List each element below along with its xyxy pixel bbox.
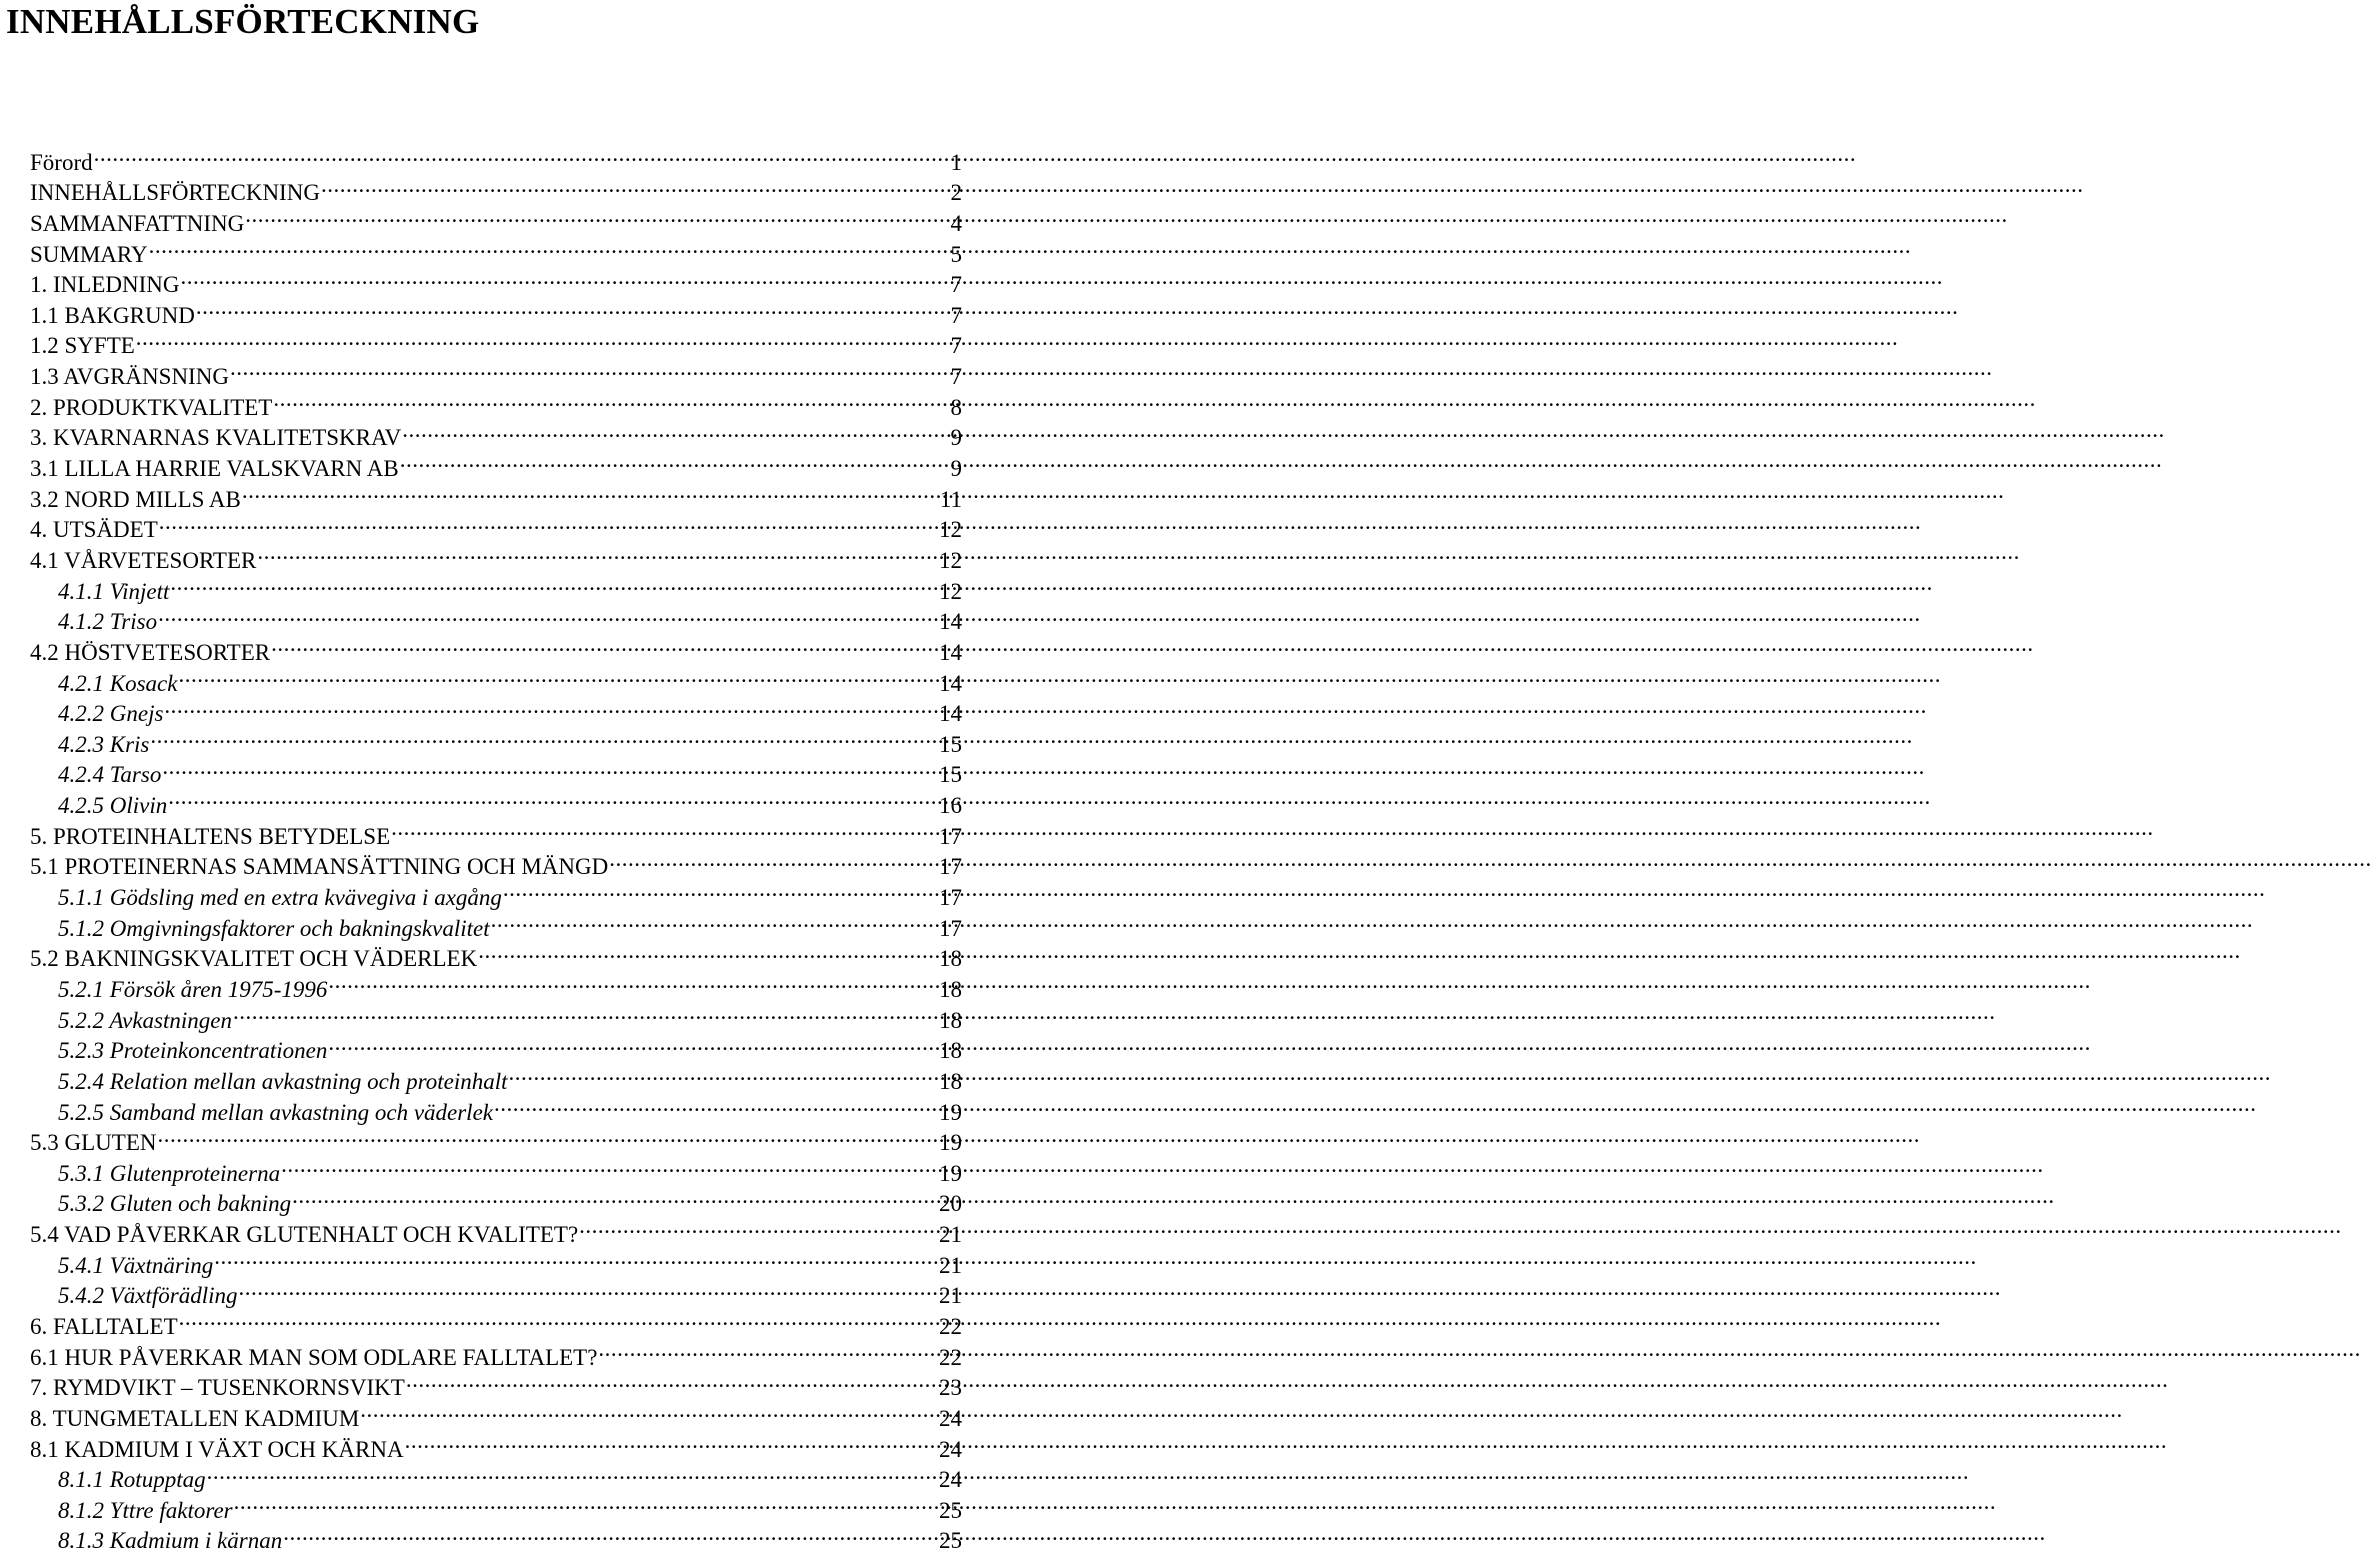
toc-entry-page-number: 7 [950, 302, 962, 328]
toc-dot-leader [136, 323, 950, 354]
toc-entry-title: 5.1.2 Omgivningsfaktorer och bakningskvalitet [58, 915, 490, 941]
toc-dot-leader [503, 874, 938, 905]
toc-entry-page-number: 25 [939, 1528, 962, 1554]
toc-entry-title: 5.3 GLUTEN [30, 1130, 157, 1156]
toc-entry-title: SAMMANFATTNING [30, 210, 245, 236]
toc-entry-title: 3.2 NORD MILLS AB [30, 486, 241, 512]
toc-entry-page-number: 17 [939, 854, 962, 880]
toc-entry-title: 5.2.3 Proteinkoncentrationen [58, 1038, 328, 1064]
toc-entry-page-number: 21 [939, 1283, 962, 1309]
toc-dot-leader [579, 1211, 938, 1242]
toc-entry-title: 8.1 KADMIUM I VÄXT OCH KÄRNA [30, 1436, 404, 1462]
toc-entry-title: 5.4 VAD PÅVERKAR GLUTENHALT OCH KVALITET? [30, 1222, 579, 1248]
toc-dot-leader [328, 1028, 938, 1059]
toc-entry-page-number: 25 [939, 1497, 962, 1523]
toc-entry-title: 5.3.1 Glutenproteinerna [58, 1160, 281, 1186]
toc-entry[interactable] [30, 782, 962, 819]
toc-entry-title: 5.3.2 Gluten och bakning [58, 1191, 292, 1217]
toc-dot-leader [283, 1518, 938, 1549]
toc-entry-title: INNEHÅLLSFÖRTECKNING [30, 180, 320, 206]
toc-entry-page-number: 21 [939, 1222, 962, 1248]
toc-dot-leader [391, 813, 938, 844]
toc-entry-title: 8. TUNGMETALLEN KADMIUM [30, 1405, 360, 1431]
toc-entry-page-number: 14 [939, 639, 962, 665]
toc-dot-leader [281, 1150, 938, 1181]
toc-entry-title: 5. PROTEINHALTENS BETYDELSE [30, 823, 391, 849]
toc-entry-title: 5.2.1 Försök åren 1975-1996 [58, 976, 328, 1002]
toc-entry[interactable] [30, 629, 962, 665]
toc-entry-page-number: 18 [939, 1068, 962, 1094]
toc-entry-page-number: 14 [939, 701, 962, 727]
toc-dot-leader [271, 629, 938, 660]
toc-entry[interactable] [30, 1120, 962, 1156]
toc-dot-leader [273, 384, 949, 415]
toc-entry-title: 5.2.5 Samband mellan avkastning och väderlek [58, 1099, 493, 1125]
toc-dot-leader [257, 537, 938, 568]
toc-entry[interactable] [30, 353, 962, 390]
toc-entry[interactable] [30, 599, 962, 635]
toc-entry[interactable] [30, 1150, 962, 1186]
toc-entry-page-number: 18 [939, 976, 962, 1002]
toc-entry-page-number: 19 [939, 1099, 962, 1125]
toc-dot-leader [233, 997, 938, 1028]
toc-entry-page-number: 11 [939, 486, 962, 512]
toc-dot-leader [158, 599, 938, 630]
toc-entry-title: 6. FALLTALET [30, 1313, 178, 1339]
toc-dot-leader [239, 1273, 938, 1304]
toc-entry-title: 8.1.2 Yttre faktorer [58, 1497, 233, 1523]
toc-dot-leader [360, 1395, 938, 1426]
toc-entry[interactable] [30, 537, 962, 573]
toc-entry[interactable] [30, 323, 962, 359]
toc-entry-page-number: 9 [950, 456, 962, 482]
toc-entry-page-number: 24 [939, 1436, 962, 1462]
toc-dot-leader [494, 1089, 938, 1120]
toc-entry-page-number: 15 [939, 731, 962, 757]
toc-entry-page-number: 19 [939, 1130, 962, 1156]
toc-entry-title: 5.2.2 Avkastningen [58, 1007, 232, 1033]
toc-entry-page-number: 12 [939, 547, 962, 573]
toc-dot-leader [321, 170, 950, 201]
toc-dot-leader [150, 721, 938, 752]
toc-entry-page-number: 7 [950, 272, 962, 298]
toc-entry-title: 1.1 BAKGRUND [30, 302, 195, 328]
toc-entry[interactable] [30, 507, 962, 543]
toc-entry-title: 4.2.2 Gnejs [58, 701, 164, 727]
toc-entry-page-number: 7 [950, 333, 962, 359]
toc-entry-title: 3. KVARNARNAS KVALITETSKRAV [30, 425, 402, 451]
toc-entry-page-number: 18 [939, 946, 962, 972]
toc-entry[interactable] [30, 262, 962, 298]
toc-entry-title: 4.2.5 Olivin [58, 793, 168, 819]
toc-entry-page-number: 9 [950, 425, 962, 451]
toc-entry-title: 5.1.1 Gödsling med en extra kvävegiva i axgång [58, 885, 502, 911]
toc-entry-title: 1.2 SYFTE [30, 333, 135, 359]
toc-entry[interactable] [30, 813, 962, 849]
toc-entry-title: 5.1 PROTEINERNAS SAMMANSÄTTNING OCH MÄNGD [30, 854, 609, 880]
toc-entry-page-number: 12 [939, 517, 962, 543]
toc-entry-title: 5.2 BAKNINGSKVALITET OCH VÄDERLEK [30, 946, 478, 972]
toc-dot-leader [170, 568, 938, 599]
page-heading: INNEHÅLLSFÖRTECKNING [6, 2, 480, 41]
toc-entry-title: 4. UTSÄDET [30, 517, 158, 543]
toc-entry-page-number: 14 [939, 609, 962, 635]
toc-dot-leader [598, 1334, 938, 1365]
toc-entry-page-number: 5 [950, 241, 962, 267]
toc-entry-title: 1.3 AVGRÄNSNING [30, 364, 229, 390]
toc-dot-leader [196, 292, 950, 323]
toc-entry-title: 5.2.4 Relation mellan avkastning och proteinhalt [58, 1068, 508, 1094]
toc-entry-title: 8.1.1 Rotupptag [58, 1467, 206, 1493]
toc-entry-page-number: 2 [950, 180, 962, 206]
toc-entry-title: 4.1 VÅRVETESORTER [30, 547, 257, 573]
toc-dot-leader [245, 200, 949, 231]
toc-entry[interactable] [30, 568, 962, 604]
toc-dot-leader [234, 1487, 938, 1518]
toc-entry-title: SUMMARY [30, 241, 148, 267]
toc-dot-leader [159, 507, 938, 538]
toc-entry-page-number: 1 [950, 149, 962, 175]
toc-entry-page-number: 24 [939, 1467, 962, 1493]
toc-entry-title: 4.2.3 Kris [58, 731, 150, 757]
toc-dot-leader [402, 415, 949, 446]
toc-entry-title: 4.1.2 Triso [58, 609, 158, 635]
toc-dot-leader [180, 262, 949, 293]
toc-entry-page-number: 15 [939, 762, 962, 788]
toc-entry-page-number: 23 [939, 1375, 962, 1401]
toc-dot-leader [292, 1181, 938, 1212]
toc-entry-page-number: 22 [939, 1344, 962, 1370]
toc-entry-page-number: 21 [939, 1252, 962, 1278]
toc-entry-page-number: 17 [939, 885, 962, 911]
toc-entry-page-number: 7 [950, 364, 962, 390]
toc-entry-page-number: 18 [939, 1007, 962, 1033]
toc-entry-title: 8.1.3 Kadmium i kärnan [58, 1528, 283, 1554]
toc-entry-title: 5.4.2 Växtförädling [58, 1283, 238, 1309]
toc-entry-page-number: 17 [939, 823, 962, 849]
toc-dot-leader [491, 905, 938, 936]
toc-entry-page-number: 4 [950, 210, 962, 236]
toc-entry-title: 3.1 LILLA HARRIE VALSKVARN AB [30, 456, 399, 482]
toc-dot-leader [406, 1365, 938, 1396]
toc-dot-leader [164, 691, 938, 722]
toc-dot-leader [178, 660, 938, 691]
toc-dot-leader [179, 1303, 938, 1334]
toc-entry-title: 2. PRODUKTKVALITET [30, 394, 273, 420]
toc-dot-leader [94, 139, 950, 170]
toc-dot-leader [149, 231, 950, 262]
toc-dot-leader [168, 782, 938, 813]
toc-entry-page-number: 18 [939, 1038, 962, 1064]
toc-dot-leader [609, 844, 938, 875]
toc-entry[interactable] [30, 691, 962, 727]
toc-entry-page-number: 19 [939, 1160, 962, 1186]
toc-entry-page-number: 22 [939, 1313, 962, 1339]
toc-entry[interactable] [30, 139, 962, 175]
toc-dot-leader [230, 353, 950, 384]
toc-dot-leader [157, 1120, 938, 1151]
toc-dot-leader [162, 752, 938, 783]
toc-entry[interactable] [30, 170, 962, 206]
toc-dot-leader [214, 1242, 938, 1273]
toc-entry[interactable] [30, 752, 962, 788]
toc-dot-leader [328, 966, 938, 997]
toc-dot-leader [207, 1457, 938, 1488]
toc-entry-page-number: 12 [939, 578, 962, 604]
toc-entry[interactable] [30, 721, 962, 757]
toc-entry-title: 6.1 HUR PÅVERKAR MAN SOM ODLARE FALLTALET? [30, 1344, 598, 1370]
toc-entry-page-number: 20 [939, 1191, 962, 1217]
toc-dot-leader [242, 476, 939, 507]
toc-entry-title: 4.2.1 Kosack [58, 670, 178, 696]
toc-entry-page-number: 16 [939, 793, 962, 819]
toc-entry-title: 4.1.1 Vinjett [58, 578, 170, 604]
toc-entry-page-number: 14 [939, 670, 962, 696]
toc-entry-title: 4.2 HÖSTVETESORTER [30, 639, 271, 665]
toc-entry-title: 4.2.4 Tarso [58, 762, 162, 788]
toc-entry-title: 5.4.1 Växtnäring [58, 1252, 214, 1278]
toc-entry-title: 7. RYMDVIKT – TUSENKORNSVIKT [30, 1375, 405, 1401]
toc-dot-leader [509, 1058, 939, 1089]
table-of-contents [30, 139, 962, 1554]
toc-entry-page-number: 17 [939, 915, 962, 941]
toc-dot-leader [405, 1426, 938, 1457]
toc-dot-leader [478, 936, 938, 967]
toc-entry-page-number: 24 [939, 1405, 962, 1431]
toc-entry[interactable] [30, 231, 962, 267]
toc-dot-leader [400, 445, 950, 476]
toc-entry-title: 1. INLEDNING [30, 272, 180, 298]
toc-entry-page-number: 8 [950, 394, 962, 420]
toc-entry-title: Förord [30, 149, 93, 175]
